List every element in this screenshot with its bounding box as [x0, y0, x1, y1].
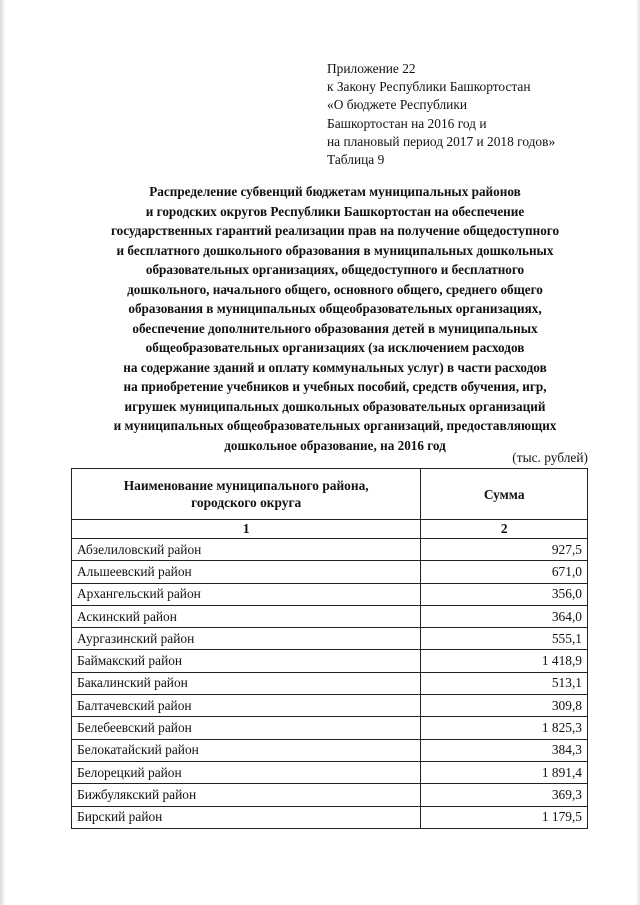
district-sum: 671,0 — [421, 561, 588, 583]
table-row — [72, 672, 588, 694]
district-sum: 513,1 — [421, 672, 588, 694]
district-sum: 927,5 — [421, 539, 588, 561]
title-line: общеобразовательных организациях (за исключением расходов — [145, 340, 525, 355]
table-row — [72, 583, 588, 605]
district-sum: 369,3 — [421, 784, 588, 806]
title-line: образовательных организациях, общедоступного и бесплатного — [145, 262, 525, 277]
title-line: на содержание зданий и оплату коммунальных услуг) в части расходов — [123, 359, 547, 375]
district-name: Бирский район — [72, 806, 421, 828]
title-line: обеспечение дополнительного образования детей в муниципальных — [132, 320, 538, 336]
district-name: Бакалинский район — [72, 672, 421, 694]
district-sum: 1 418,9 — [421, 650, 588, 672]
header-name-line: городского округа — [191, 495, 302, 510]
district-sum: 555,1 — [421, 628, 588, 650]
district-sum: 364,0 — [421, 605, 588, 627]
district-name: Аургазинский район — [72, 628, 421, 650]
district-name: Балтачевский район — [72, 695, 421, 717]
title-line: дошкольное образование, на 2016 год — [224, 437, 446, 453]
appendix-line: Башкортостан на 2016 год и — [327, 115, 487, 131]
table-row — [72, 739, 588, 761]
district-name: Абзелиловский район — [72, 539, 421, 561]
units-label: (тыс. рублей) — [512, 450, 588, 465]
document-title — [48, 182, 622, 455]
appendix-line: Таблица 9 — [327, 152, 385, 168]
title-line: и городских округов Республики Башкортостан на обеспечение — [145, 203, 525, 219]
title-line: Распределение субвенций бюджетам муниципальных районов — [149, 184, 521, 199]
district-sum: 356,0 — [421, 583, 588, 605]
table-row — [72, 628, 588, 650]
title-line: на приобретение учебников и учебных пособий, средств обучения, игр, — [123, 379, 547, 394]
header-name-line: Наименование муниципального района, — [123, 478, 369, 493]
scan-edge-left — [0, 0, 6, 905]
table-header-row — [72, 469, 588, 520]
title-line: и муниципальных общеобразовательных организаций, предоставляющих — [113, 418, 557, 433]
title-line: образования в муниципальных общеобразовательных организациях, — [128, 301, 542, 316]
district-name: Архангельский район — [72, 583, 421, 605]
column-number: 2 — [421, 520, 588, 539]
header-sum: Сумма — [421, 469, 588, 520]
table-row — [72, 561, 588, 583]
district-name: Белокатайский район — [72, 739, 421, 761]
title-line: и бесплатного дошкольного образования в муниципальных дошкольных — [116, 242, 554, 258]
table-row — [72, 539, 588, 561]
appendix-header — [327, 60, 627, 169]
appendix-line: на плановый период 2017 и 2018 годов» — [327, 133, 556, 149]
district-name: Бижбулякский район — [72, 784, 421, 806]
table-row — [72, 784, 588, 806]
district-name: Белебеевский район — [72, 717, 421, 739]
district-sum: 384,3 — [421, 739, 588, 761]
title-line: игрушек муниципальных дошкольных образовательных организаций — [124, 398, 546, 414]
column-number-row — [72, 520, 588, 539]
appendix-line: Приложение 22 — [327, 61, 416, 76]
appendix-line: «О бюджете Республики — [327, 97, 467, 113]
table-row — [72, 717, 588, 739]
table-row — [72, 650, 588, 672]
district-name: Альшеевский район — [72, 561, 421, 583]
district-sum: 1 825,3 — [421, 717, 588, 739]
header-name — [72, 469, 421, 520]
district-sum: 309,8 — [421, 695, 588, 717]
appendix-line: к Закону Республики Башкортостан — [327, 79, 531, 95]
column-number: 1 — [72, 520, 421, 539]
title-line: дошкольного, начального общего, основного общего, среднего общего — [127, 281, 543, 297]
scan-edge-right — [636, 0, 640, 905]
table-row — [72, 605, 588, 627]
district-sum: 1 179,5 — [421, 806, 588, 828]
subvention-table — [71, 468, 588, 829]
district-name: Белорецкий район — [72, 761, 421, 783]
district-name: Баймакский район — [72, 650, 421, 672]
table-row — [72, 761, 588, 783]
district-name: Аскинский район — [72, 605, 421, 627]
district-sum: 1 891,4 — [421, 761, 588, 783]
table-row — [72, 806, 588, 828]
table-row — [72, 695, 588, 717]
title-line: государственных гарантий реализации прав на получение общедоступного — [110, 223, 560, 238]
